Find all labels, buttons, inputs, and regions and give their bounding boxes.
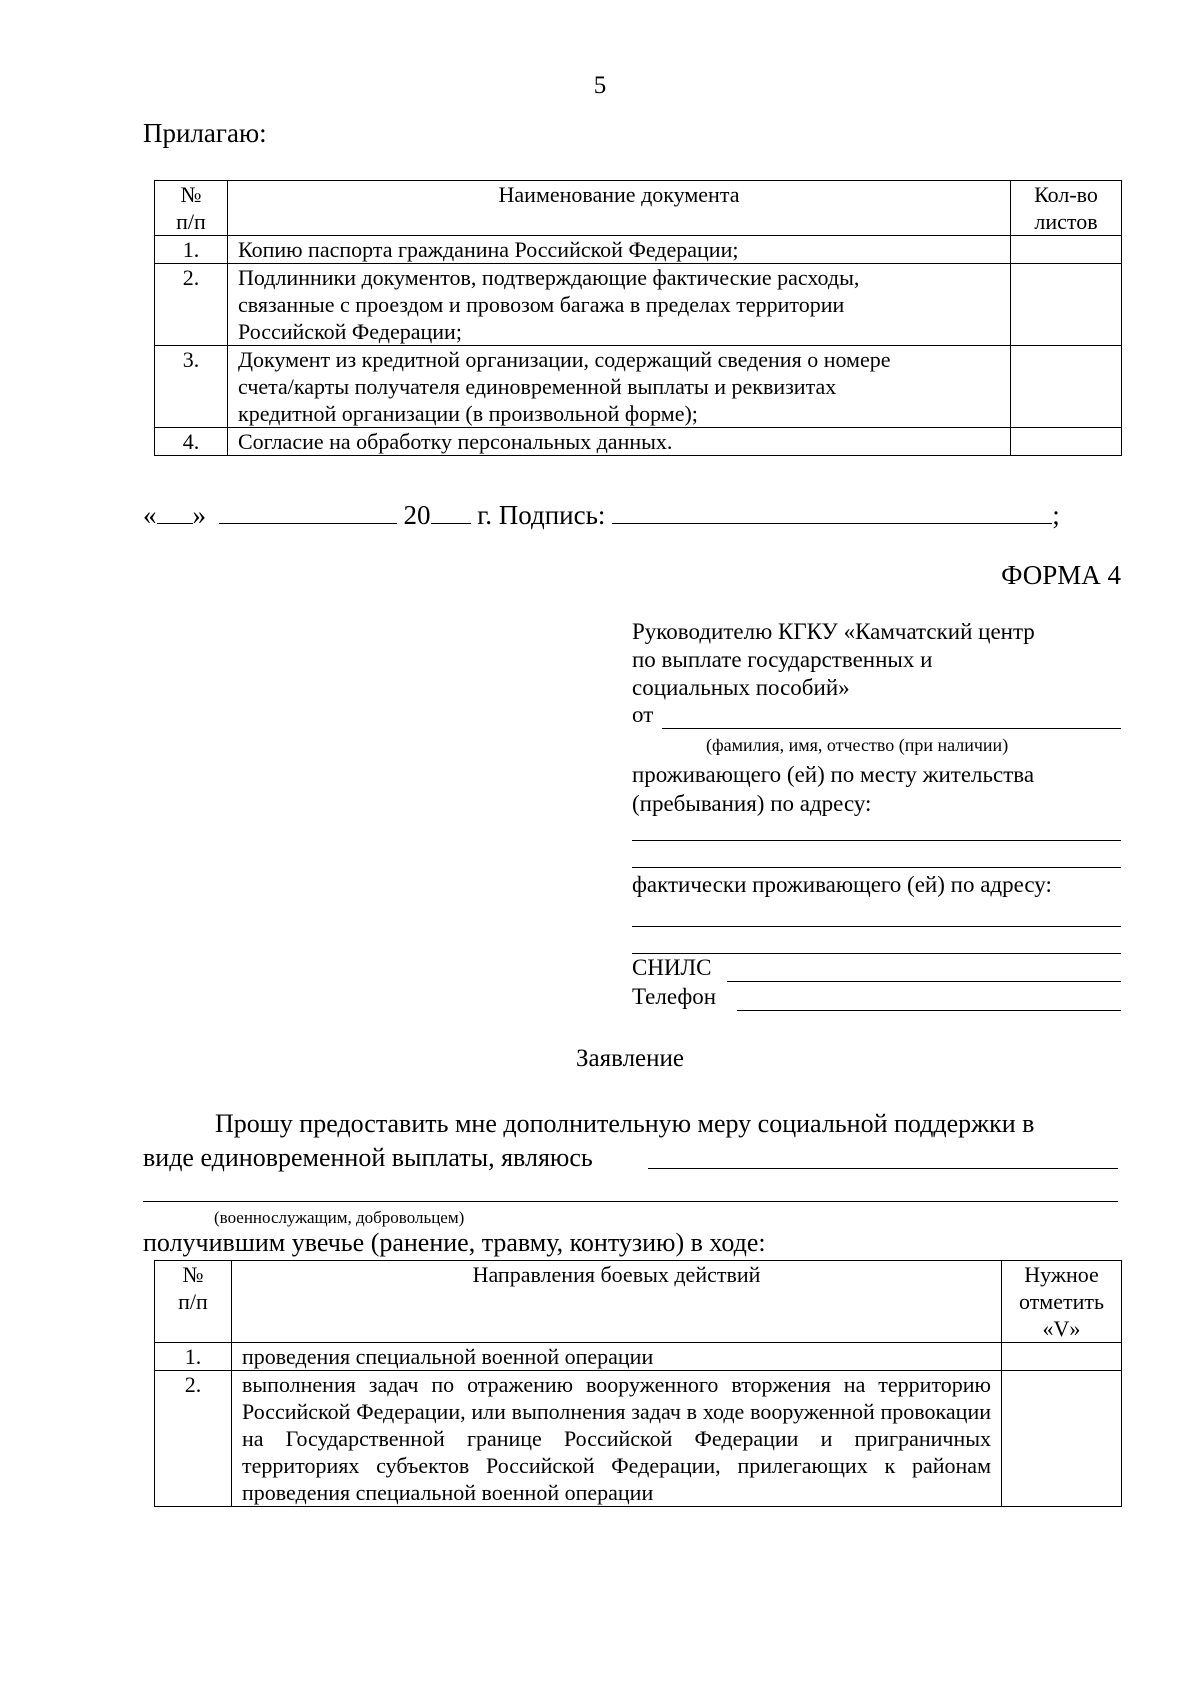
signature-label: г. Подпись: xyxy=(477,500,606,530)
sheets-cell[interactable] xyxy=(1011,264,1122,346)
snils-field[interactable] xyxy=(727,981,1121,982)
col-num-header: № п/п xyxy=(155,181,228,236)
row-number: 2. xyxy=(155,1371,232,1507)
form-label: ФОРМА 4 xyxy=(1001,560,1121,590)
statement-line-2: виде единовременной выплаты, являюсь xyxy=(143,1143,593,1172)
col-num-header: № п/п xyxy=(155,1261,232,1343)
actual-address-line-2[interactable] xyxy=(632,953,1121,954)
table-header-row xyxy=(155,1261,1122,1343)
row-number: 4. xyxy=(155,428,228,456)
row-number: 1. xyxy=(155,236,228,264)
row-number: 1. xyxy=(155,1343,232,1371)
sheets-cell[interactable] xyxy=(1011,428,1122,456)
statement-line-1: Прошу предоставить мне дополнительную меру социальной поддержки в xyxy=(215,1109,1035,1138)
mark-cell[interactable] xyxy=(1002,1343,1122,1371)
year-prefix: 20 xyxy=(403,500,431,530)
table-row xyxy=(155,264,1122,346)
col-direction-header: Направления боевых действий xyxy=(232,1261,1002,1343)
col-name-header: Наименование документа xyxy=(228,181,1011,236)
statement-line-3: получившим увечье (ранение, травму, контузию) в ходе: xyxy=(143,1228,766,1257)
combat-directions-table xyxy=(154,1260,1122,1507)
document-name: Копию паспорта гражданина Российской Федерации; xyxy=(228,236,1011,264)
page-number: 5 xyxy=(593,72,607,99)
document-name: Подлинники документов, подтверждающие фактические расходы, связанные с проездом и провозом багажа в пределах территории Российской Федерации; xyxy=(228,264,1011,346)
sheets-cell[interactable] xyxy=(1011,236,1122,264)
snils-label: СНИЛС xyxy=(632,955,712,980)
status-field-continuation[interactable] xyxy=(143,1201,1118,1202)
direction-text: выполнения задач по отражению вооруженного вторжения на территорию Российской Федерации, или выполнения задач в ходе вооруженной провокации на Государственной границе Российской Федерации и приграничных территориях субъектов Российской Федерации, прилегающих к районам проведения специальной военной операции xyxy=(232,1371,1002,1507)
status-field[interactable] xyxy=(648,1168,1118,1169)
sheets-cell[interactable] xyxy=(1011,346,1122,428)
attachments-table xyxy=(154,180,1122,456)
status-hint: (военнослужащим, добровольцем) xyxy=(214,1208,465,1227)
mark-cell[interactable] xyxy=(1002,1371,1122,1507)
month-field[interactable] xyxy=(219,501,397,524)
statement-title: Заявление xyxy=(575,1045,685,1072)
residence-address-line-2[interactable] xyxy=(632,867,1121,868)
phone-field[interactable] xyxy=(737,1010,1121,1011)
residence-label: проживающего (ей) по месту жительства (пребывания) по адресу: xyxy=(632,762,1035,816)
col-mark-header: Нужное отметить «V» xyxy=(1002,1261,1122,1343)
phone-label: Телефон xyxy=(632,984,717,1009)
table-row xyxy=(155,346,1122,428)
attachments-heading: Прилагаю: xyxy=(143,118,267,148)
actual-address-line-1[interactable] xyxy=(632,926,1121,927)
open-quote: « xyxy=(143,500,157,530)
fio-hint: (фамилия, имя, отчество (при наличии) xyxy=(706,735,1009,755)
row-number: 3. xyxy=(155,346,228,428)
fio-field[interactable] xyxy=(662,728,1121,729)
signature-field[interactable] xyxy=(612,501,1052,524)
document-name: Согласие на обработку персональных данных. xyxy=(228,428,1011,456)
from-label: от xyxy=(632,702,654,727)
year-field[interactable] xyxy=(431,501,471,524)
table-header-row xyxy=(155,181,1122,236)
close-quote: » xyxy=(192,500,206,530)
day-field[interactable] xyxy=(157,501,193,524)
actual-address-label: фактически проживающего (ей) по адресу: xyxy=(632,872,1052,897)
signature-end: ; xyxy=(1052,500,1060,530)
col-sheets-header: Кол-во листов xyxy=(1011,181,1122,236)
date-signature-line xyxy=(143,500,1060,531)
table-row xyxy=(155,1371,1122,1507)
table-row xyxy=(155,236,1122,264)
document-name: Документ из кредитной организации, содержащий сведения о номере счета/карты получателя единовременной выплаты и реквизитах кредитной организации (в произвольной форме); xyxy=(228,346,1011,428)
table-row xyxy=(155,1343,1122,1371)
table-row xyxy=(155,428,1122,456)
residence-address-line-1[interactable] xyxy=(632,840,1121,841)
addressee-block: Руководителю КГКУ «Камчатский центр по выплате государственных и социальных пособий» xyxy=(632,619,1035,700)
row-number: 2. xyxy=(155,264,228,346)
direction-text: проведения специальной военной операции xyxy=(232,1343,1002,1371)
